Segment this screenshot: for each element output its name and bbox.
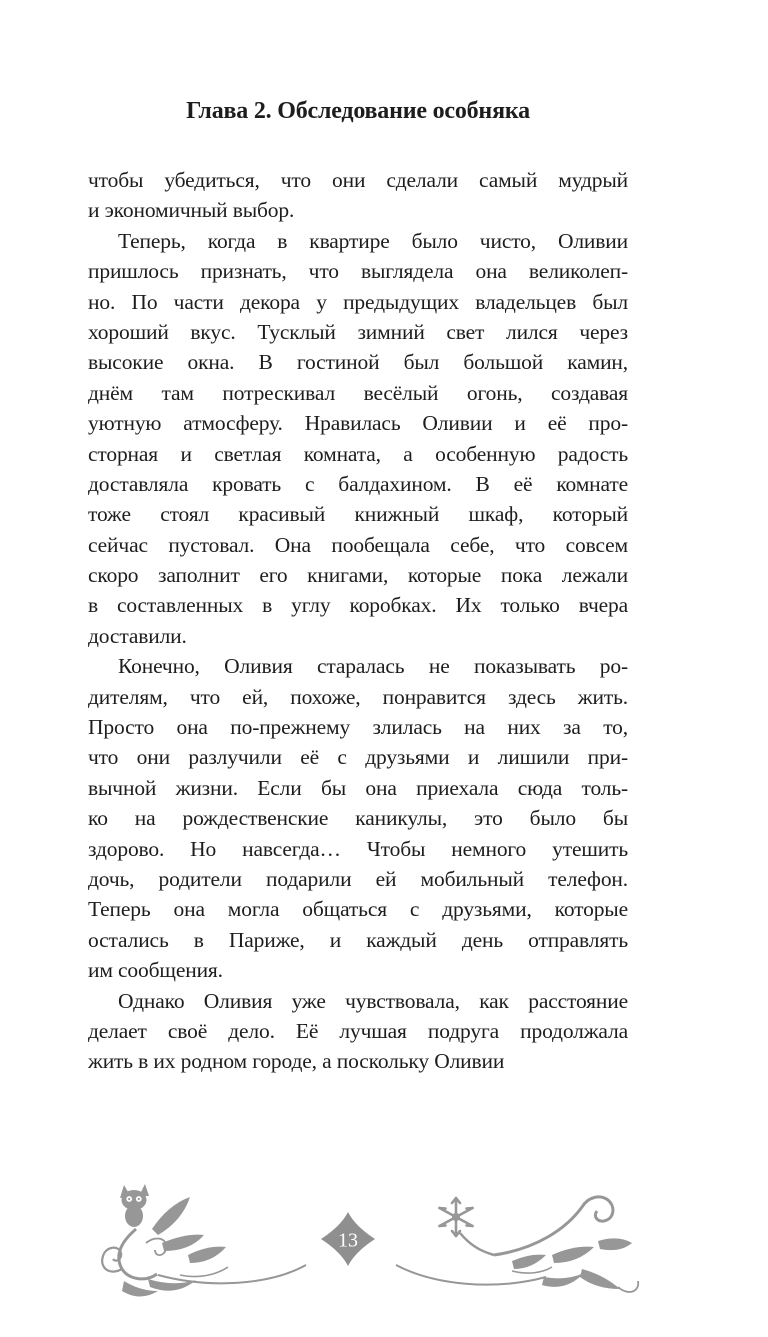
text-line: делает своё дело. Её лучшая подруга продолжала [88, 1018, 628, 1043]
text-line: Однако Оливия уже чувствовала, как расстояние [118, 988, 628, 1013]
text-line: дочь, родители подарили ей мобильный телефон. [88, 866, 628, 891]
text-line: остались в Париже, и каждый день отправлять [88, 927, 628, 952]
snowflake-icon [440, 1198, 473, 1236]
text-line: Конечно, Оливия старалась не показывать ро- [118, 654, 628, 679]
chapter-title: Глава 2. Обследование особняка [186, 98, 530, 124]
text-line: доставляла кровать с балдахином. В её комнате [88, 471, 628, 496]
text-line: пришлось признать, что выглядела она великолеп- [88, 259, 628, 284]
page-footer [88, 1183, 628, 1305]
text-line: но. По части декора у предыдущих владельцев был [88, 289, 628, 314]
text-line: жить в их родном городе, а поскольку Оливии [88, 1049, 505, 1074]
text-line: уютную атмосферу. Нравилась Оливии и её про- [88, 411, 628, 436]
text-line: здорово. Но навсегда… Чтобы немного утешить [88, 836, 628, 861]
owl-icon [120, 1184, 149, 1227]
text-line: и экономичный выбор. [88, 198, 295, 223]
book-page [0, 97, 768, 1337]
owl-flourish-icon [94, 1183, 308, 1303]
text-line: ко на рождественские каникулы, это было бы [88, 806, 628, 831]
text-line: дителям, что ей, похоже, понравится здесь жить. [88, 684, 628, 709]
snowflake-flourish-icon [394, 1185, 646, 1305]
text-line: им сообщения. [88, 958, 223, 983]
badge-lozenge [320, 1211, 376, 1267]
text-line: днём там потрескивал весёлый огонь, создавая [88, 380, 628, 405]
text-line: Просто она по-прежнему злилась на них за то, [88, 715, 628, 740]
page-number: 13 [338, 1229, 358, 1252]
text-line: тоже стоял красивый книжный шкаф, который [88, 502, 628, 527]
text-line: высокие окна. В гостиной был большой камин, [88, 350, 628, 375]
body-text [88, 165, 628, 1077]
text-line: что они разлучили её с друзьями и лишили при- [88, 745, 628, 770]
text-line: Теперь она могла общаться с друзьями, которые [88, 897, 628, 922]
text-line: сторная и светлая комната, а особенную радость [88, 441, 628, 466]
text-line: хороший вкус. Тусклый зимний свет лился через [88, 319, 628, 344]
text-line: Теперь, когда в квартире было чисто, Оливии [118, 228, 628, 253]
text-line: в составленных в углу коробках. Их только вчера [88, 593, 628, 618]
text-line: чтобы убедиться, что они сделали самый мудрый [88, 168, 628, 192]
text-line: вычной жизни. Если бы она приехала сюда толь- [88, 775, 628, 800]
text-line: сейчас пустовал. Она пообещала себе, что совсем [88, 532, 628, 557]
page-number-badge [320, 1211, 376, 1267]
text-line: доставили. [88, 623, 187, 648]
text-line: скоро заполнит его книгами, которые пока лежали [88, 563, 628, 588]
